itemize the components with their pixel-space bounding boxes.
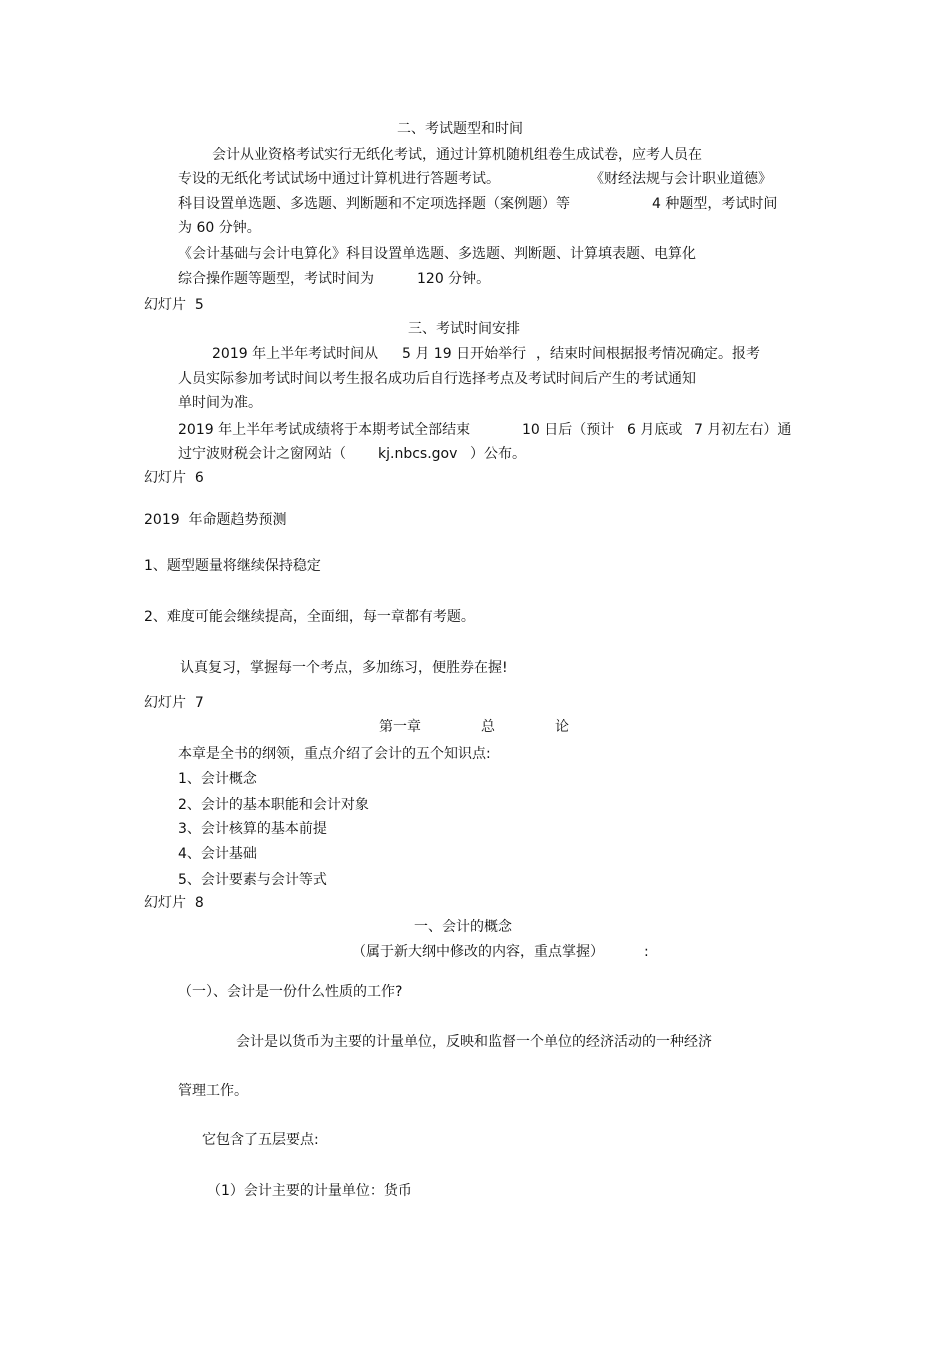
definition-line: 管理工作。 <box>178 1083 248 1099</box>
paragraph-line: 4 种题型，考试时间 <box>652 196 778 212</box>
list-item: 3、会计核算的基本前提 <box>178 821 327 837</box>
slide-label: 幻灯片 6 <box>144 470 204 486</box>
paragraph-line: 过宁波财税会计之窗网站（ <box>178 446 346 462</box>
paragraph-line: 专设的无纸化考试试场中通过计算机进行答题考试。 <box>178 171 500 187</box>
paragraph-line: 综合操作题等题型，考试时间为 <box>178 271 374 287</box>
trend-item: 2、难度可能会继续提高，全面细，每一章都有考题。 <box>144 609 475 625</box>
advice-text: 认真复习，掌握每一个考点，多加练习，便胜券在握! <box>180 660 508 676</box>
paragraph-line: 6 月底或 <box>627 422 683 438</box>
paragraph-line: ，结束时间根据报考情况确定。报考 <box>536 346 760 362</box>
trend-item: 1、题型题量将继续保持稳定 <box>144 558 321 574</box>
paragraph-line: 《会计基础与会计电算化》科目设置单选题、多选题、判断题、计算填表题、电算化 <box>178 246 696 262</box>
chapter-intro: 本章是全书的纲领，重点介绍了会计的五个知识点: <box>178 746 491 762</box>
paragraph-line: 2019 年上半年考试成绩将于本期考试全部结束 <box>178 422 471 438</box>
paragraph-line: 《财经法规与会计职业道德》 <box>590 171 772 187</box>
chapter-heading-part: 论 <box>555 719 569 735</box>
list-item: 5、会计要素与会计等式 <box>178 872 327 888</box>
paragraph-line: 2019 年上半年考试时间从 <box>212 346 379 362</box>
section-heading-exam-types: 二、考试题型和时间 <box>397 121 523 137</box>
section-heading-schedule: 三、考试时间安排 <box>408 321 520 337</box>
paragraph-line: 10 日后（预计 <box>522 422 615 438</box>
chapter-heading-part: 总 <box>481 719 495 735</box>
paragraph-line: 会计从业资格考试实行无纸化考试，通过计算机随机组卷生成试卷，应考人员在 <box>212 147 702 163</box>
slide-label: 幻灯片 8 <box>144 895 204 911</box>
website-text: kj.nbcs.gov <box>378 446 458 462</box>
paragraph-line: 单时间为准。 <box>178 395 262 411</box>
subheading-colon: : <box>644 944 649 960</box>
list-item: 1、会计概念 <box>178 771 257 787</box>
paragraph-line: 人员实际参加考试时间以考生报名成功后自行选择考点及考试时间后产生的考试通知 <box>178 371 696 387</box>
slide-label: 幻灯片 5 <box>144 297 204 313</box>
paragraph-line: 为 60 分钟。 <box>178 220 261 236</box>
chapter-heading-part: 第一章 <box>379 719 421 735</box>
definition-line: 会计是以货币为主要的计量单位，反映和监督一个单位的经济活动的一种经济 <box>236 1034 712 1050</box>
paragraph-line: ）公布。 <box>470 446 526 462</box>
slide-label: 幻灯片 7 <box>144 695 204 711</box>
paragraph-line: 120 分钟。 <box>417 271 491 287</box>
subheading: （属于新大纲中修改的内容，重点掌握） <box>352 944 604 960</box>
paragraph-line: 科目设置单选题、多选题、判断题和不定项选择题（案例题）等 <box>178 196 570 212</box>
question-heading: （一）、会计是一份什么性质的工作? <box>178 984 403 1000</box>
paragraph-line: 5 月 19 日开始举行 <box>402 346 527 362</box>
trend-title: 2019 年命题趋势预测 <box>144 512 287 528</box>
paragraph-line: 7 月初左右）通 <box>694 422 792 438</box>
list-item: 4、会计基础 <box>178 846 257 862</box>
points-intro: 它包含了五层要点: <box>202 1132 319 1148</box>
list-item: 2、会计的基本职能和会计对象 <box>178 797 369 813</box>
section-heading-concept: 一、会计的概念 <box>414 919 512 935</box>
point-item: （1）会计主要的计量单位：货币 <box>207 1183 412 1199</box>
